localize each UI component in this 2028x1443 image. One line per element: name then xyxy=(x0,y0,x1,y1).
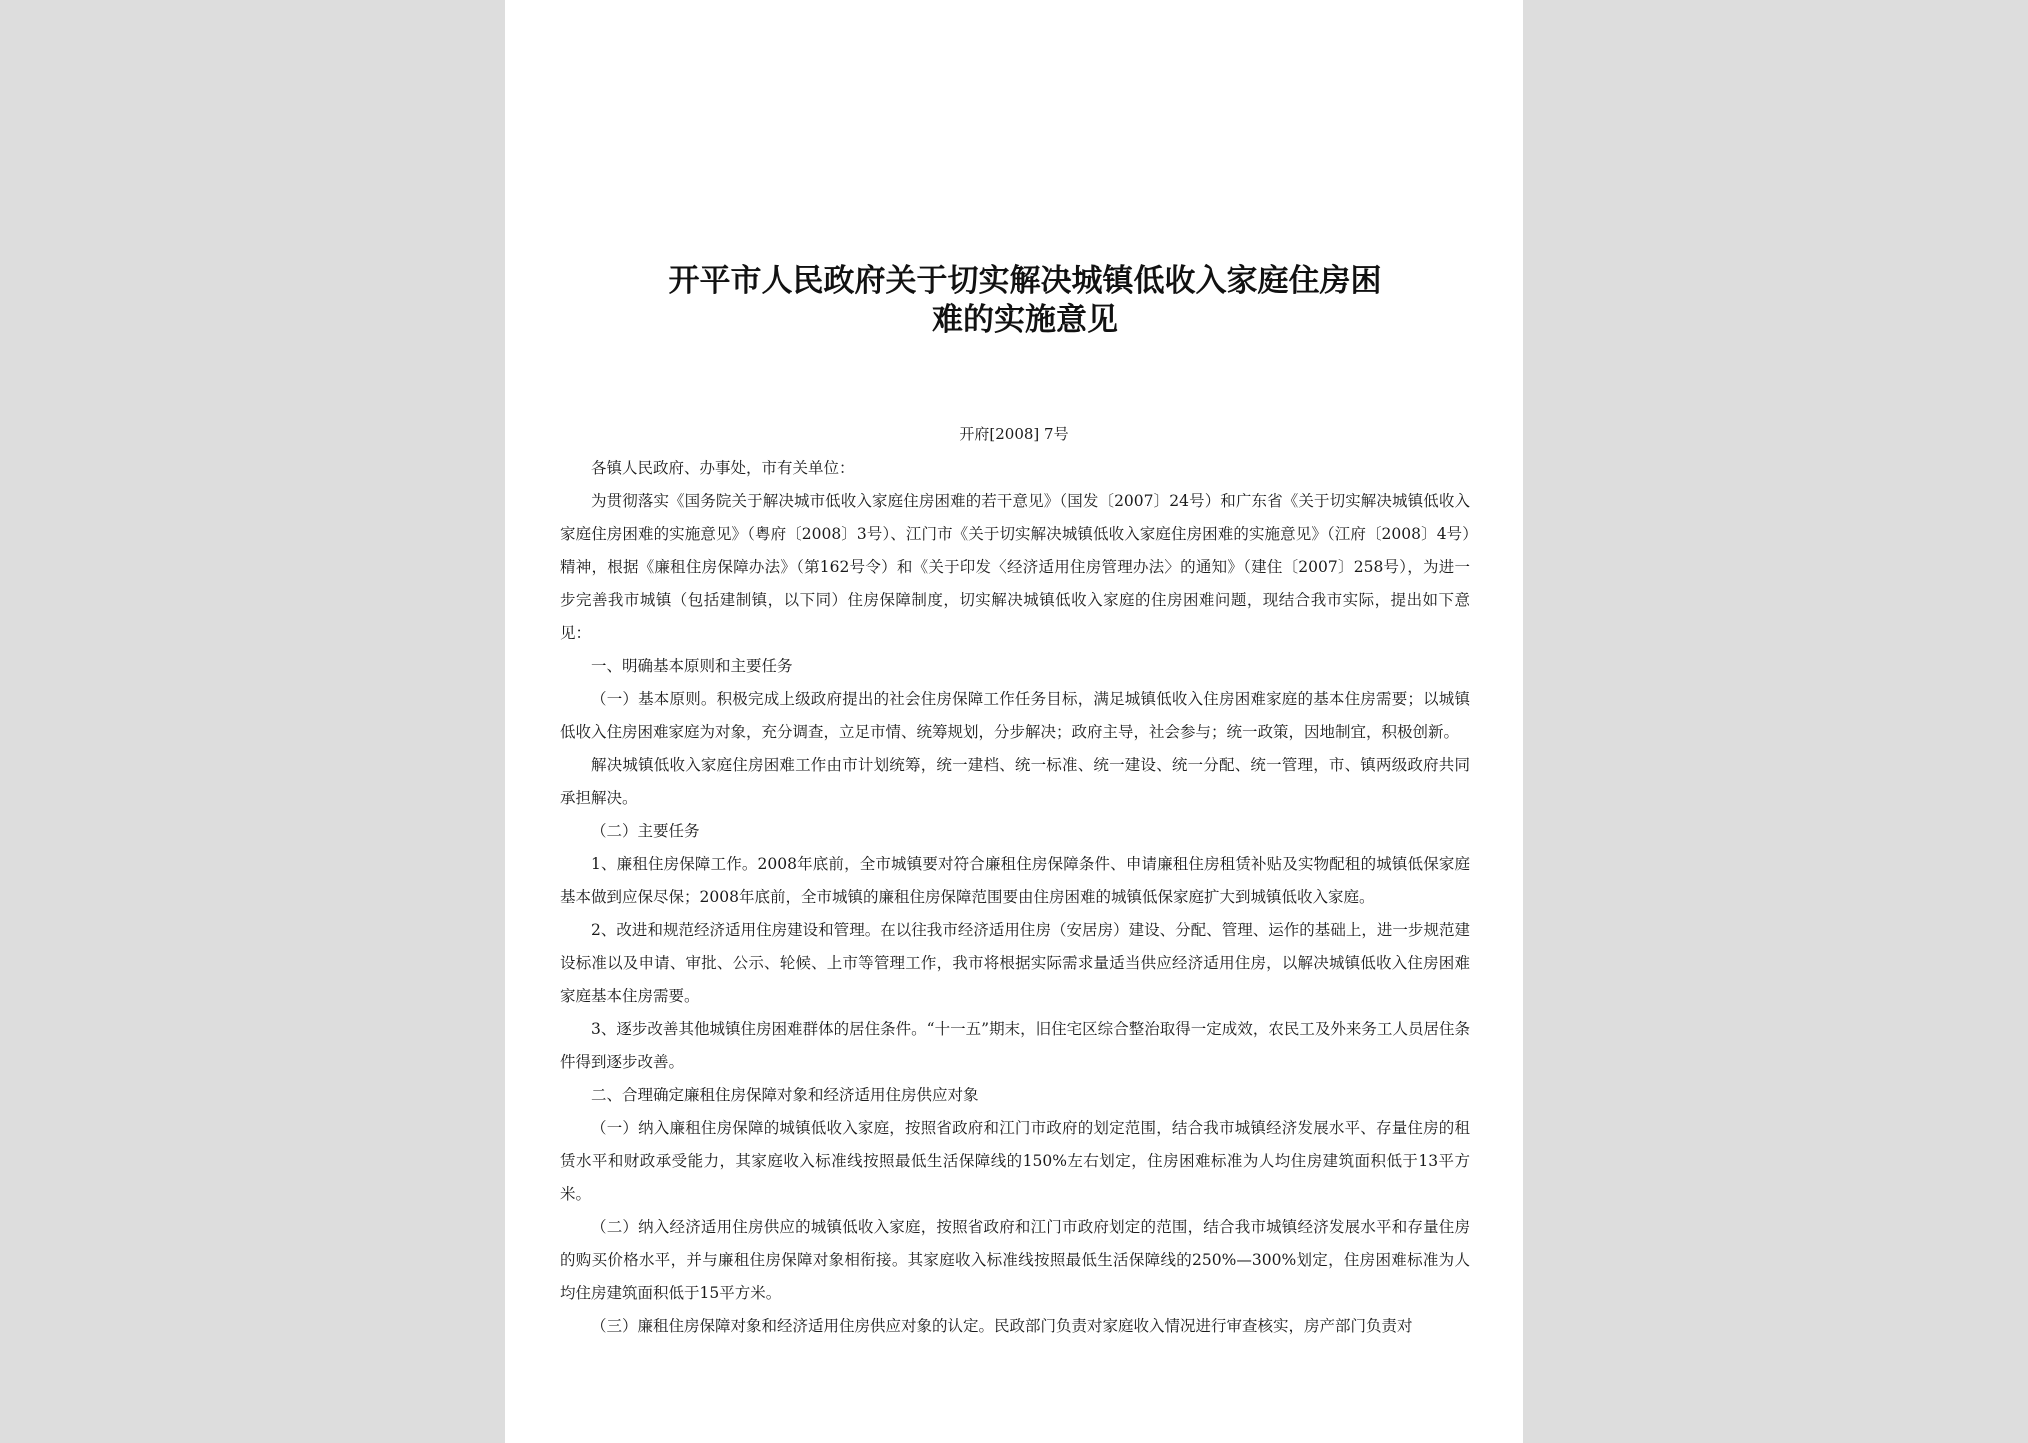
paragraph: 解决城镇低收入家庭住房困难工作由市计划统筹，统一建档、统一标准、统一建设、统一分配、统一管理，市、镇两级政府共同承担解决。 xyxy=(560,756,1470,807)
title-line-2: 难的实施意见 xyxy=(932,302,1118,338)
paragraph: 1、廉租住房保障工作。2008年底前，全市城镇要对符合廉租住房保障条件、申请廉租住房租赁补贴及实物配租的城镇低保家庭基本做到应保尽保；2008年底前，全市城镇的廉租住房保障范围要由住房困难的城镇低保家庭扩大到城镇低收入家庭。 xyxy=(560,855,1470,906)
paragraph: 为贯彻落实《国务院关于解决城市低收入家庭住房困难的若干意见》（国发〔2007〕24号）和广东省《关于切实解决城镇低收入家庭住房困难的实施意见》（粤府〔2008〕3号）、江门市《关于切实解决城镇低收入家庭住房困难的实施意见》（江府〔2008〕4号）精神，根据《廉租住房保障办法》（第162号令）和《关于印发〈经济适用住房管理办法〉的通知》（建住〔2007〕258号），为进一步完善我市城镇（包括建制镇，以下同）住房保障制度，切实解决城镇低收入家庭的住房困难问题，现结合我市实际，提出如下意见： xyxy=(560,492,1470,642)
paragraph: （一）基本原则。积极完成上级政府提出的社会住房保障工作任务目标，满足城镇低收入住房困难家庭的基本住房需要；以城镇低收入住房困难家庭为对象，充分调查，立足市情、统筹规划，分步解决；政府主导，社会参与；统一政策，因地制宜，积极创新。 xyxy=(560,690,1470,741)
paragraph: 各镇人民政府、办事处，市有关单位： xyxy=(591,459,855,477)
section-heading: 一、明确基本原则和主要任务 xyxy=(591,657,793,675)
document-body xyxy=(560,452,1470,1343)
paragraph: （二）纳入经济适用住房供应的城镇低收入家庭，按照省政府和江门市政府划定的范围，结合我市城镇经济发展水平和存量住房的购买价格水平，并与廉租住房保障对象相衔接。其家庭收入标准线按照最低生活保障线的250%—300%划定，住房困难标准为人均住房建筑面积低于15平方米。 xyxy=(560,1218,1470,1302)
document-page xyxy=(505,0,1523,1443)
paragraph: （三）廉租住房保障对象和经济适用住房供应对象的认定。民政部门负责对家庭收入情况进行审查核实，房产部门负责对 xyxy=(591,1317,1413,1335)
subsection-heading: （二）主要任务 xyxy=(591,822,700,840)
title-line-1: 开平市人民政府关于切实解决城镇低收入家庭住房困 xyxy=(668,263,1382,299)
paragraph: 2、改进和规范经济适用住房建设和管理。在以往我市经济适用住房（安居房）建设、分配、管理、运作的基础上，进一步规范建设标准以及申请、审批、公示、轮候、上市等管理工作，我市将根据实际需求量适当供应经济适用住房，以解决城镇低收入住房困难家庭基本住房需要。 xyxy=(560,921,1470,1005)
document-number: 开府[2008] 7号 xyxy=(959,425,1069,443)
section-heading: 二、合理确定廉租住房保障对象和经济适用住房供应对象 xyxy=(591,1086,979,1104)
paragraph: 3、逐步改善其他城镇住房困难群体的居住条件。“十一五”期末，旧住宅区综合整治取得一定成效，农民工及外来务工人员居住条件得到逐步改善。 xyxy=(560,1020,1470,1071)
document-title xyxy=(595,262,1455,340)
paragraph: （一）纳入廉租住房保障的城镇低收入家庭，按照省政府和江门市政府的划定范围，结合我市城镇经济发展水平、存量住房的租赁水平和财政承受能力，其家庭收入标准线按照最低生活保障线的150%左右划定，住房困难标准为人均住房建筑面积低于13平方米。 xyxy=(560,1119,1470,1203)
